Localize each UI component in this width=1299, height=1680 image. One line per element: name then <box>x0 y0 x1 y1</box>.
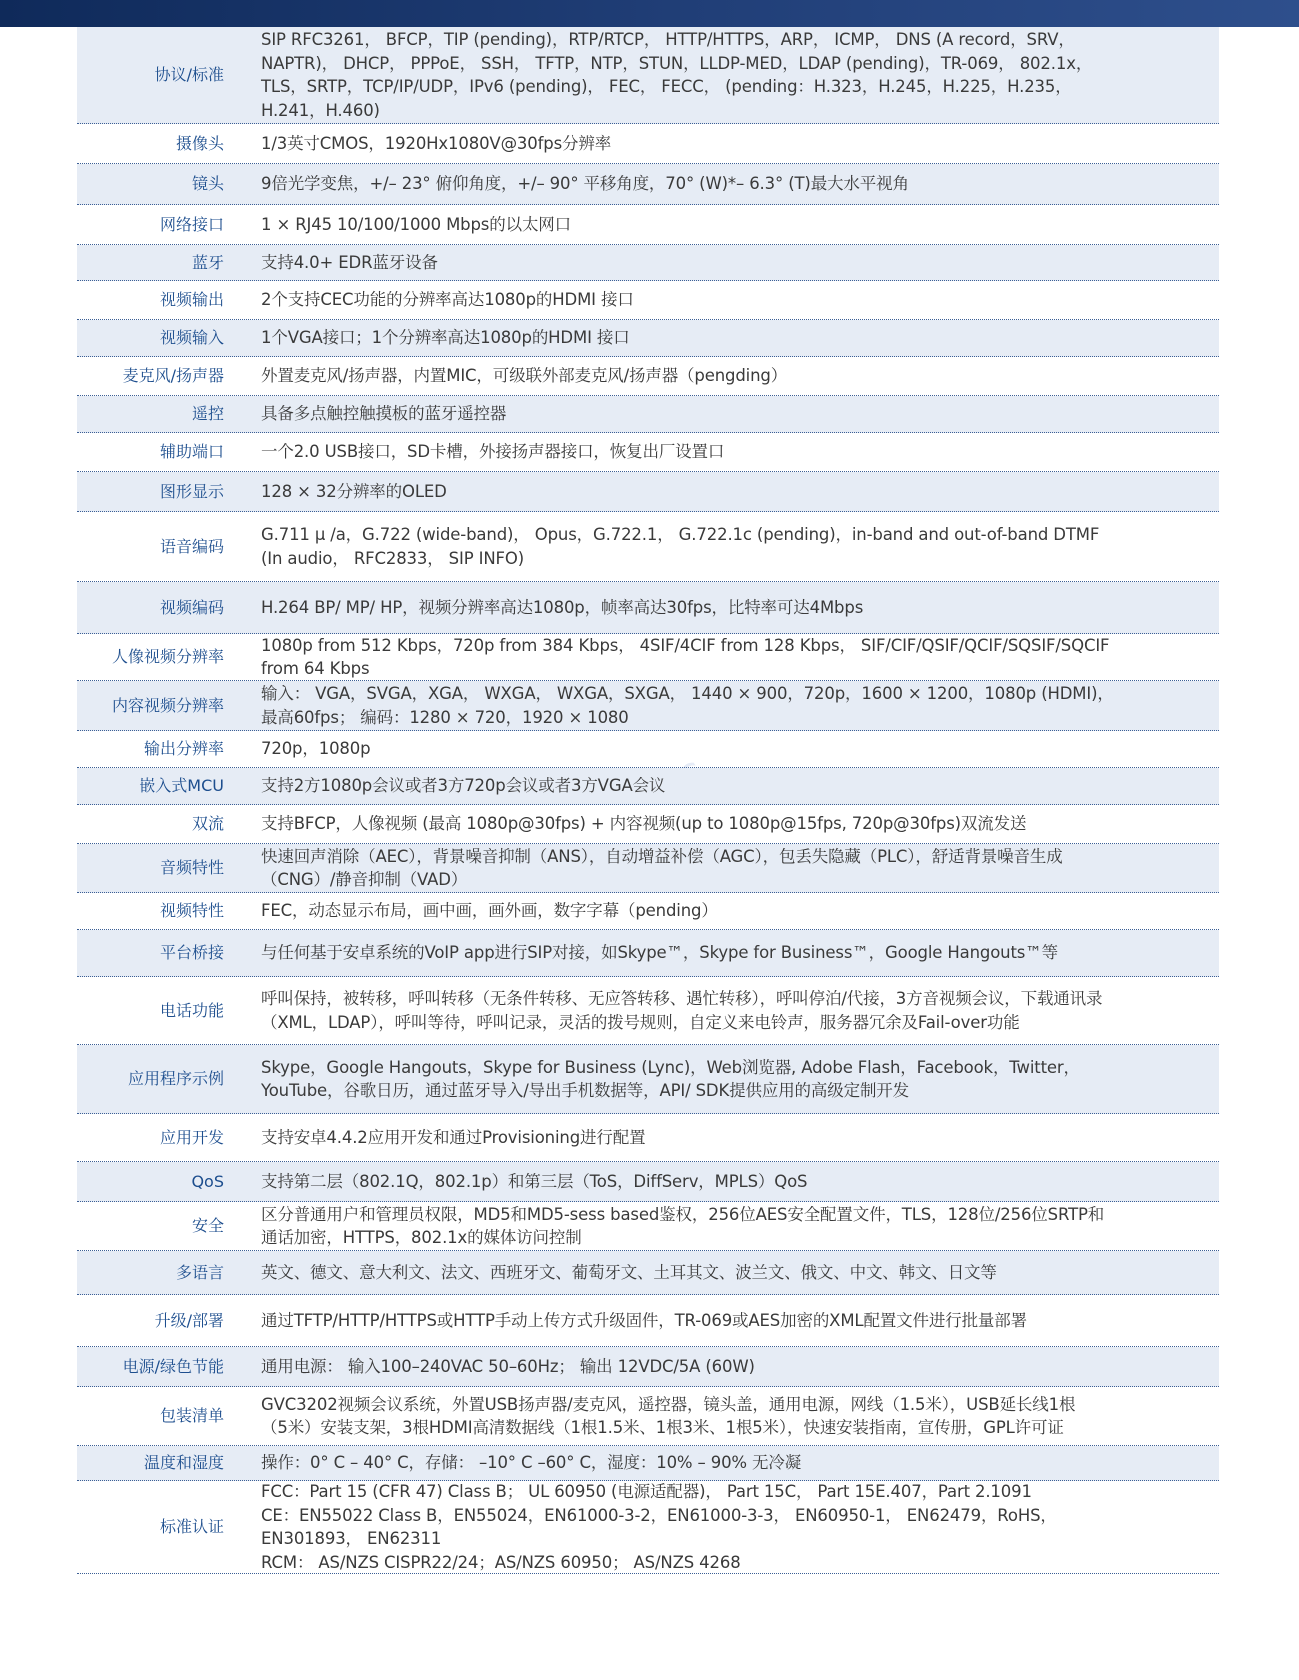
spec-value-line: H.264 BP/ MP/ HP，视频分辨率高达1080p，帧率高达30fps，比特率可达4Mbps <box>261 597 864 617</box>
spec-value <box>242 1393 1219 1440</box>
spec-row <box>77 634 1219 681</box>
spec-label: 温度和湿度 <box>143 1453 224 1472</box>
spec-row <box>77 1202 1219 1251</box>
spec-value <box>242 402 1219 426</box>
spec-value <box>242 1126 1219 1150</box>
spec-value-line: 9倍光学变焦，+/– 23° 俯仰角度，+/– 90° 平移角度，70° (W)*– 6.3° (T)最大水平视角 <box>261 174 909 194</box>
spec-row <box>77 844 1219 893</box>
spec-value <box>242 251 1219 275</box>
spec-value-line: （5米）安装支架，3根HDMI高清数据线（1根1.5米、1根3米、1根5米），快速安装指南，宣传册，GPL许可证 <box>261 1418 1064 1437</box>
spec-label: 内容视频分辨率 <box>111 695 224 715</box>
spec-value-line: 外置麦克风/扬声器，内置MIC，可级联外部麦克风/扬声器（pengding） <box>261 366 788 386</box>
spec-row <box>77 768 1219 805</box>
spec-value-line: （CNG）/静音抑制（VAD） <box>261 870 468 889</box>
spec-label: 镜头 <box>191 174 224 193</box>
spec-value-line: CE：EN55022 Class B，EN55024，EN61000-3-2，EN61000-3-3， EN60950-1， EN62479，RoHS， <box>261 1505 1057 1525</box>
spec-value-line: 最高60fps； 编码：1280 × 720，1920 × 1080 <box>261 707 629 727</box>
spec-row <box>77 1446 1219 1481</box>
spec-label: 标准认证 <box>159 1517 224 1536</box>
spec-label: 摄像头 <box>175 133 224 153</box>
spec-value-line: 呼叫保持，被转移，呼叫转移（无条件转移、无应答转移、遇忙转移），呼叫停泊/代接，3方音视频会议，下载通讯录 <box>261 989 1103 1008</box>
spec-value <box>242 1203 1219 1250</box>
spec-row <box>77 1251 1219 1295</box>
spec-label: 嵌入式MCU <box>139 776 224 795</box>
spec-value-line: 1/3英寸CMOS，1920Hx1080V@30fps分辨率 <box>261 133 612 153</box>
spec-value <box>242 899 1219 923</box>
spec-label: 电源/绿色节能 <box>122 1356 224 1376</box>
spec-value-line: 通过TFTP/HTTP/HTTPS或HTTP手动上传方式升级固件，TR-069或AES加密的XML配置文件进行批量部署 <box>261 1310 1027 1330</box>
spec-value <box>242 1480 1219 1574</box>
spec-label: 视频输入 <box>159 328 224 347</box>
spec-label: 网络接口 <box>159 214 224 234</box>
spec-value <box>242 1451 1219 1475</box>
spec-label: 平台桥接 <box>159 943 224 962</box>
spec-row <box>77 124 1219 164</box>
spec-value <box>242 634 1219 681</box>
spec-value-line: Skype，Google Hangouts，Skype for Business (Lync)，Web浏览器, Adobe Flash，Facebook，Twitter， <box>261 1057 1080 1077</box>
spec-value <box>242 845 1219 892</box>
spec-value-line: (In audio， RFC2833， SIP INFO) <box>261 548 524 568</box>
spec-value-line: 输入： VGA，SVGA，XGA， WXGA， WXGA，SXGA， 1440 × 900，720p，1600 × 1200，1080p (HDMI)， <box>261 684 1114 703</box>
spec-label: 语音编码 <box>159 536 224 556</box>
spec-label: 遥控 <box>191 404 224 423</box>
spec-row <box>77 930 1219 977</box>
spec-value-line: 区分普通用户和管理员权限，MD5和MD5-sess based鉴权，256位AES安全配置文件，TLS，128位/256位SRTP和 <box>261 1204 1105 1224</box>
spec-value-line: 操作：0° C – 40° C，存储： –10° C –60° C，湿度：10% – 90% 无冷凝 <box>261 1453 802 1473</box>
spec-label: 输出分辨率 <box>143 739 224 758</box>
spec-value <box>242 172 1219 196</box>
spec-value <box>242 987 1219 1034</box>
spec-value-line: 与任何基于安卓系统的VoIP app进行SIP对接，如Skype™，Skype for Business™，Google Hangouts™等 <box>261 943 1058 963</box>
spec-row <box>77 977 1219 1045</box>
spec-value <box>242 480 1219 504</box>
spec-row <box>77 1162 1219 1202</box>
spec-value-line: SIP RFC3261， BFCP，TIP (pending)，RTP/RTCP， HTTP/HTTPS，ARP， ICMP， DNS (A record，SRV， <box>261 30 1075 49</box>
spec-value-line: 720p，1080p <box>261 739 371 759</box>
spec-label: 协议/标准 <box>154 65 224 84</box>
spec-value-line: 1080p from 512 Kbps，720p from 384 Kbps， 4SIF/4CIF from 128 Kbps， SIF/CIF/QSIF/QCIF/SQSIF/SQCIF <box>261 635 1110 655</box>
spec-value <box>242 364 1219 388</box>
spec-value <box>242 28 1219 122</box>
spec-row <box>77 281 1219 320</box>
spec-label: 麦克风/扬声器 <box>122 366 224 385</box>
spec-row <box>77 512 1219 582</box>
spec-value-line: 支持BFCP，人像视频 (最高 1080p@30fps) + 内容视频(up to 1080p@15fps, 720p@30fps)双流发送 <box>261 814 1027 834</box>
spec-row <box>77 245 1219 281</box>
spec-value <box>242 941 1219 965</box>
spec-value-line: 通用电源： 输入100–240VAC 50–60Hz； 输出 12VDC/5A (60W) <box>261 1356 755 1376</box>
spec-value-line: 通话加密，HTTPS，802.1x的媒体访问控制 <box>261 1228 582 1247</box>
spec-value-line: FEC，动态显示布局，画中画，画外画，数字字幕（pending） <box>261 901 718 921</box>
spec-row <box>77 396 1219 433</box>
spec-value-line: 具备多点触控触摸板的蓝牙遥控器 <box>261 404 507 424</box>
spec-value-line: 支持2方1080p会议或者3方720p会议或者3方VGA会议 <box>261 776 666 796</box>
spec-value-line: RCM： AS/NZS CISPR22/24；AS/NZS 60950； AS/NZS 4268 <box>261 1552 741 1572</box>
spec-row <box>77 205 1219 245</box>
spec-value-line: 2个支持CEC功能的分辨率高达1080p的HDMI 接口 <box>261 290 634 310</box>
spec-value-line: NAPTR)， DHCP， PPPoE， SSH， TFTP，NTP，STUN，LLDP-MED，LDAP (pending)，TR-069， 802.1x， <box>261 53 1093 73</box>
spec-row <box>77 357 1219 396</box>
spec-label: 视频编码 <box>159 597 224 617</box>
spec-value <box>242 737 1219 761</box>
spec-value <box>242 596 1219 620</box>
spec-label: 图形显示 <box>159 481 224 501</box>
spec-value <box>242 812 1219 836</box>
spec-row <box>77 433 1219 472</box>
spec-row <box>77 27 1219 124</box>
spec-value-line: from 64 Kbps <box>261 659 370 678</box>
spec-label: 辅助端口 <box>159 442 224 461</box>
spec-row <box>77 164 1219 205</box>
spec-value <box>242 1355 1219 1379</box>
spec-value <box>242 1170 1219 1194</box>
spec-row <box>77 1295 1219 1347</box>
spec-label: 视频特性 <box>159 901 224 920</box>
spec-row <box>77 472 1219 512</box>
spec-value <box>242 682 1219 729</box>
spec-value <box>242 213 1219 237</box>
spec-value <box>242 440 1219 464</box>
spec-label: 电话功能 <box>159 1000 224 1020</box>
spec-value-line: 支持4.0+ EDR蓝牙设备 <box>261 252 438 272</box>
spec-value-line: TLS，SRTP，TCP/IP/UDP，IPv6 (pending)， FEC， FECC， (pending：H.323，H.245，H.225，H.235， <box>261 77 1072 96</box>
spec-value <box>242 1261 1219 1285</box>
spec-value-line: 1个VGA接口；1个分辨率高达1080p的HDMI 接口 <box>261 328 630 348</box>
spec-value-line: FCC：Part 15 (CFR 47) Class B； UL 60950 (电源适配器)， Part 15C， Part 15E.407，Part 2.1091 <box>261 1482 1032 1501</box>
spec-value-line: 英文、德文、意大利文、法文、西班牙文、葡萄牙文、土耳其文、波兰文、俄文、中文、韩文、日文等 <box>261 1262 997 1282</box>
top-header-bar <box>0 0 1299 27</box>
spec-value <box>242 1309 1219 1333</box>
spec-row <box>77 1347 1219 1387</box>
spec-value-line: G.711 μ /a，G.722 (wide-band)， Opus，G.722.1， G.722.1c (pending)，in-band and out-of-band DTMF <box>261 525 1100 544</box>
spec-value-line: 支持第二层（802.1Q，802.1p）和第三层（ToS，DiffServ，MPLS）QoS <box>261 1171 808 1191</box>
spec-value-line: GVC3202视频会议系统，外置USB扬声器/麦克风，遥控器，镜头盖，通用电源，网线（1.5米），USB延长线1根 <box>261 1394 1076 1414</box>
spec-value-line: 一个2.0 USB接口，SD卡槽，外接扬声器接口，恢复出厂设置口 <box>261 442 725 462</box>
spec-label: 视频输出 <box>159 290 224 309</box>
spec-value <box>242 1056 1219 1103</box>
spec-row <box>77 731 1219 768</box>
spec-value-line: EN301893， EN62311 <box>261 1529 442 1548</box>
spec-value-line: H.241，H.460) <box>261 100 380 120</box>
spec-value-line: 1 × RJ45 10/100/1000 Mbps的以太网口 <box>261 214 572 234</box>
spec-label: 双流 <box>191 814 224 833</box>
spec-value-line: （XML，LDAP），呼叫等待，呼叫记录，灵活的拨号规则，自定义来电铃声，服务器冗余及Fail-over功能 <box>261 1012 1020 1032</box>
spec-value <box>242 288 1219 312</box>
spec-row <box>77 582 1219 634</box>
spec-row <box>77 681 1219 731</box>
spec-label: QoS <box>191 1171 224 1191</box>
spec-value-line: YouTube，谷歌日历，通过蓝牙导入/导出手机数据等，API/ SDK提供应用的高级定制开发 <box>261 1081 910 1100</box>
spec-table <box>77 27 1219 1574</box>
spec-row <box>77 805 1219 844</box>
spec-label: 蓝牙 <box>191 252 224 272</box>
spec-row <box>77 1114 1219 1162</box>
spec-row <box>77 1387 1219 1446</box>
spec-row <box>77 1045 1219 1114</box>
spec-label: 升级/部署 <box>154 1310 224 1330</box>
spec-value-line: 支持安卓4.4.2应用开发和通过Provisioning进行配置 <box>261 1127 646 1147</box>
spec-label: 应用程序示例 <box>127 1069 224 1088</box>
spec-label: 多语言 <box>175 1262 224 1282</box>
spec-row <box>77 893 1219 930</box>
spec-label: 音频特性 <box>159 858 224 877</box>
spec-label: 安全 <box>191 1216 224 1235</box>
spec-value-line: 快速回声消除（AEC），背景噪音抑制（ANS），自动增益补偿（AGC），包丢失隐藏（PLC），舒适背景噪音生成 <box>261 846 1063 866</box>
spec-value <box>242 326 1219 350</box>
spec-row <box>77 320 1219 357</box>
spec-label: 应用开发 <box>159 1127 224 1147</box>
spec-label: 人像视频分辨率 <box>111 647 224 666</box>
spec-value-line: 128 × 32分辨率的OLED <box>261 481 447 501</box>
spec-value <box>242 523 1219 570</box>
spec-value <box>242 774 1219 798</box>
spec-row <box>77 1481 1219 1574</box>
spec-value <box>242 132 1219 156</box>
spec-label: 包装清单 <box>159 1406 224 1425</box>
